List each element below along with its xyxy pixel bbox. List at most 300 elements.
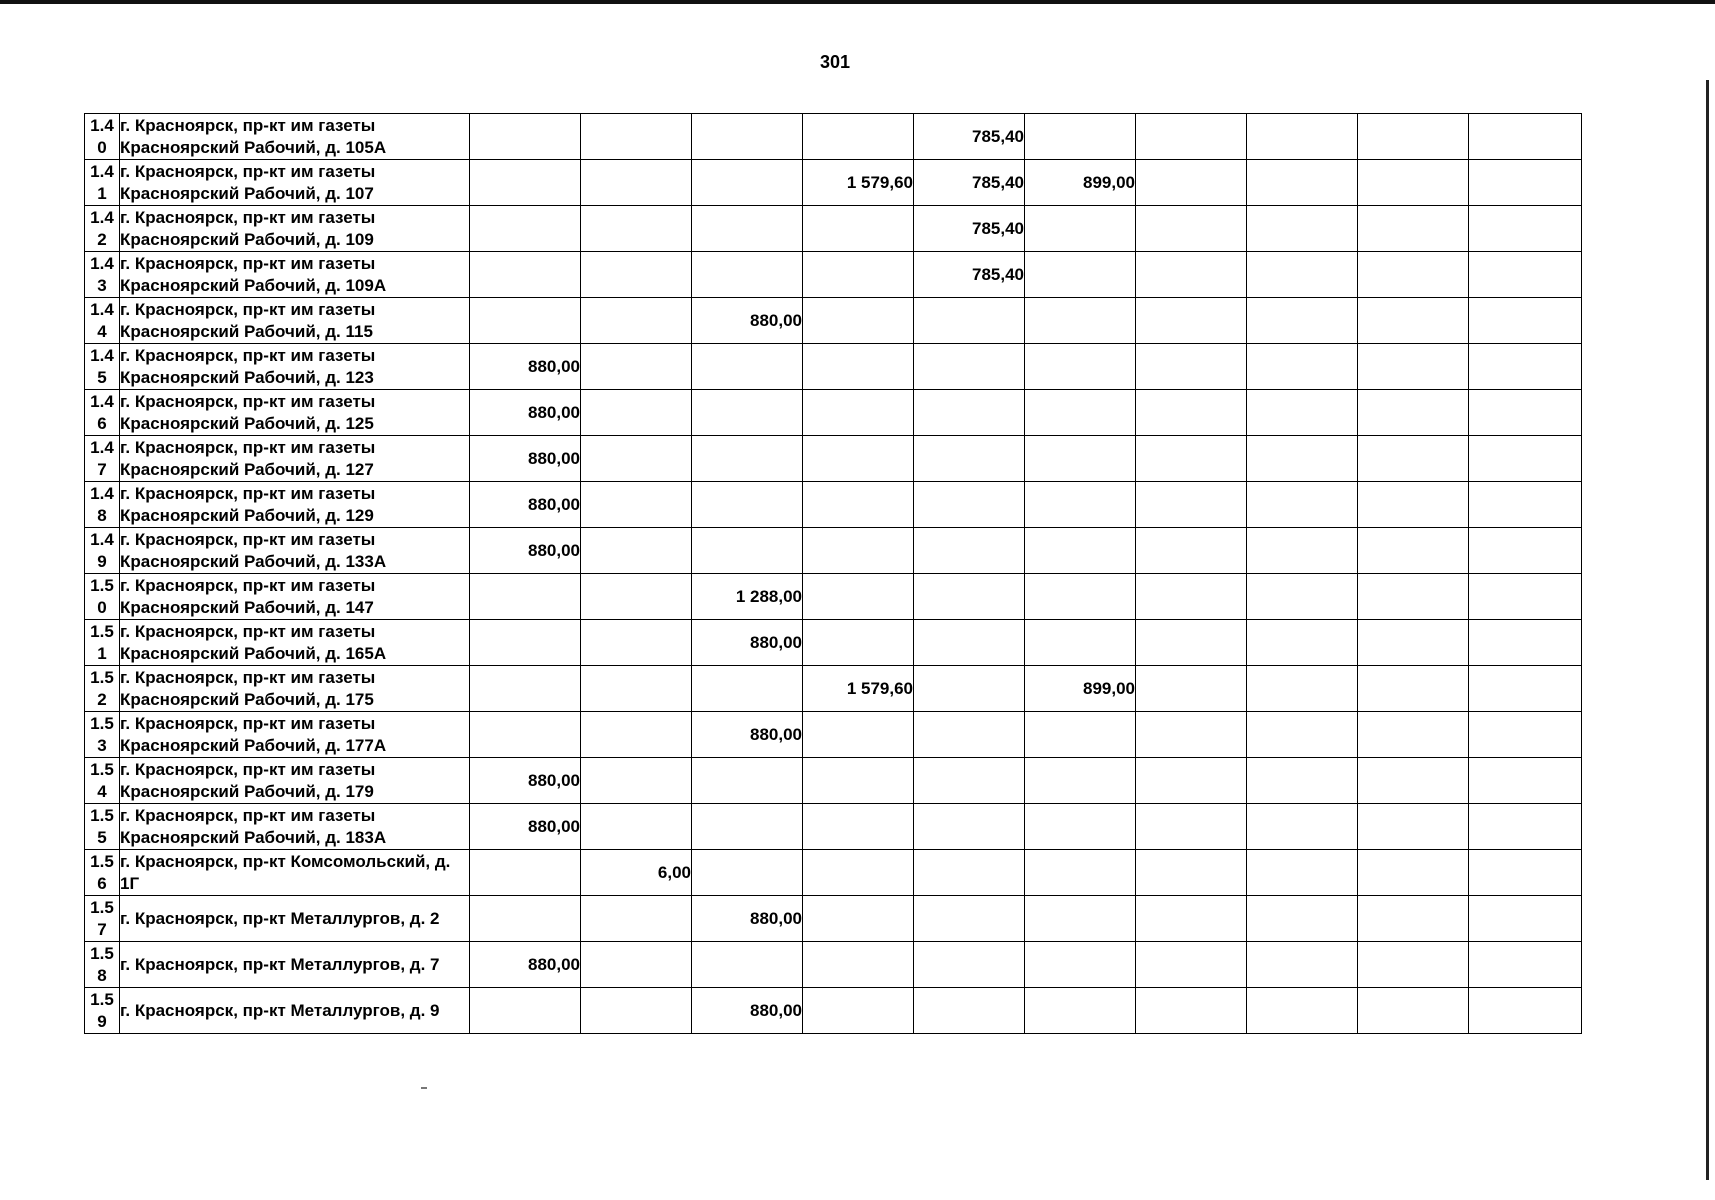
table-row xyxy=(85,390,1582,436)
value-cell xyxy=(914,620,1025,666)
value-cell: 785,40 xyxy=(914,252,1025,298)
value-cell xyxy=(581,666,692,712)
value-cell xyxy=(581,160,692,206)
value-cell xyxy=(692,390,803,436)
value-cell: 1 579,60 xyxy=(803,666,914,712)
value-cell xyxy=(1025,574,1136,620)
address-line: г. Красноярск, пр-кт им газеты xyxy=(120,299,376,319)
value-cell xyxy=(1025,528,1136,574)
row-number-part: 1.5 xyxy=(90,759,114,779)
value-cell xyxy=(1469,620,1582,666)
table-row xyxy=(85,344,1582,390)
value-cell xyxy=(1247,804,1358,850)
row-number-part: 3 xyxy=(97,275,107,295)
row-number-part: 1.4 xyxy=(90,253,114,273)
address-line: г. Красноярск, пр-кт им газеты xyxy=(120,713,376,733)
address-cell xyxy=(120,114,470,160)
value-cell xyxy=(803,988,914,1034)
value-cell xyxy=(1469,298,1582,344)
address-line: г. Красноярск, пр-кт им газеты xyxy=(120,437,376,457)
value-cell xyxy=(1358,942,1469,988)
value-cell xyxy=(581,942,692,988)
row-number-part: 8 xyxy=(97,965,107,985)
value-cell xyxy=(1358,482,1469,528)
address-line: г. Красноярск, пр-кт им газеты xyxy=(120,161,376,181)
value-cell xyxy=(1025,804,1136,850)
value-cell xyxy=(470,850,581,896)
table-row xyxy=(85,160,1582,206)
table-body xyxy=(85,114,1582,1034)
table-row xyxy=(85,482,1582,528)
value-cell xyxy=(1136,298,1247,344)
address-line: Красноярский Рабочий, д. 115 xyxy=(120,321,373,341)
row-number-cell xyxy=(85,574,120,620)
value-cell xyxy=(1136,850,1247,896)
address-line: г. Красноярск, пр-кт им газеты xyxy=(120,575,376,595)
value-cell xyxy=(692,666,803,712)
address-cell xyxy=(120,298,470,344)
value-cell xyxy=(581,390,692,436)
table-row xyxy=(85,252,1582,298)
row-number-cell xyxy=(85,620,120,666)
value-cell: 880,00 xyxy=(692,896,803,942)
value-cell xyxy=(1469,344,1582,390)
value-cell xyxy=(803,850,914,896)
address-cell xyxy=(120,620,470,666)
value-cell xyxy=(1469,850,1582,896)
value-cell xyxy=(1247,850,1358,896)
row-number-part: 1.5 xyxy=(90,713,114,733)
row-number-part: 1.4 xyxy=(90,437,114,457)
value-cell xyxy=(1358,850,1469,896)
value-cell xyxy=(914,666,1025,712)
value-cell xyxy=(1358,344,1469,390)
value-cell xyxy=(470,160,581,206)
value-cell xyxy=(914,344,1025,390)
value-cell xyxy=(1025,620,1136,666)
value-cell xyxy=(803,620,914,666)
row-number-part: 1.4 xyxy=(90,299,114,319)
value-cell xyxy=(803,896,914,942)
value-cell: 880,00 xyxy=(470,804,581,850)
value-cell xyxy=(1469,114,1582,160)
address-line: г. Красноярск, пр-кт Металлургов, д. 9 xyxy=(120,1000,440,1020)
value-cell xyxy=(1469,482,1582,528)
value-cell xyxy=(914,988,1025,1034)
row-number-cell xyxy=(85,482,120,528)
value-cell xyxy=(1469,390,1582,436)
value-cell xyxy=(914,850,1025,896)
address-cell xyxy=(120,712,470,758)
row-number-part: 1.5 xyxy=(90,575,114,595)
row-number-cell xyxy=(85,712,120,758)
value-cell xyxy=(914,942,1025,988)
row-number-part: 1.5 xyxy=(90,897,114,917)
row-number-cell xyxy=(85,344,120,390)
value-cell: 899,00 xyxy=(1025,666,1136,712)
row-number-part: 1.5 xyxy=(90,989,114,1009)
row-number-part: 0 xyxy=(97,597,107,617)
value-cell xyxy=(581,436,692,482)
address-cell xyxy=(120,850,470,896)
value-cell xyxy=(1247,390,1358,436)
address-line: Красноярский Рабочий, д. 109А xyxy=(120,275,387,295)
row-number-part: 1.4 xyxy=(90,207,114,227)
value-cell xyxy=(1469,528,1582,574)
row-number-part: 0 xyxy=(97,137,107,157)
value-cell: 880,00 xyxy=(470,390,581,436)
value-cell xyxy=(581,574,692,620)
value-cell xyxy=(470,252,581,298)
value-cell: 880,00 xyxy=(470,436,581,482)
value-cell xyxy=(470,114,581,160)
row-number-part: 5 xyxy=(97,367,107,387)
value-cell xyxy=(1358,620,1469,666)
value-cell xyxy=(803,758,914,804)
table-row xyxy=(85,436,1582,482)
value-cell xyxy=(914,574,1025,620)
value-cell xyxy=(1247,896,1358,942)
value-cell xyxy=(1358,988,1469,1034)
value-cell xyxy=(1025,942,1136,988)
row-number-cell xyxy=(85,988,120,1034)
value-cell xyxy=(1025,896,1136,942)
address-line: г. Красноярск, пр-кт им газеты xyxy=(120,253,376,273)
address-cell xyxy=(120,804,470,850)
value-cell xyxy=(1136,574,1247,620)
value-cell xyxy=(1247,574,1358,620)
table-row xyxy=(85,804,1582,850)
address-line: Красноярский Рабочий, д. 125 xyxy=(120,413,374,433)
row-number-cell xyxy=(85,298,120,344)
address-line: Красноярский Рабочий, д. 127 xyxy=(120,459,374,479)
value-cell xyxy=(1469,804,1582,850)
address-cell xyxy=(120,666,470,712)
value-cell xyxy=(1136,942,1247,988)
table-row xyxy=(85,850,1582,896)
value-cell xyxy=(1469,758,1582,804)
value-cell xyxy=(581,712,692,758)
row-number-part: 1.5 xyxy=(90,621,114,641)
address-line: г. Красноярск, пр-кт им газеты xyxy=(120,667,376,687)
value-cell xyxy=(470,298,581,344)
row-number-cell xyxy=(85,528,120,574)
address-line: Красноярский Рабочий, д. 183А xyxy=(120,827,387,847)
value-cell xyxy=(581,804,692,850)
value-cell xyxy=(1136,804,1247,850)
value-cell xyxy=(803,114,914,160)
value-cell xyxy=(1025,436,1136,482)
value-cell xyxy=(692,206,803,252)
value-cell xyxy=(581,482,692,528)
value-cell xyxy=(1136,206,1247,252)
table-row xyxy=(85,114,1582,160)
value-cell xyxy=(1025,758,1136,804)
top-border-line xyxy=(0,0,1715,4)
value-cell xyxy=(581,206,692,252)
value-cell xyxy=(1136,988,1247,1034)
value-cell xyxy=(1469,436,1582,482)
row-number-cell xyxy=(85,666,120,712)
right-edge-mark xyxy=(1706,80,1709,1180)
value-cell xyxy=(914,712,1025,758)
row-number-cell xyxy=(85,804,120,850)
value-cell xyxy=(1469,574,1582,620)
row-number-part: 1 xyxy=(97,183,107,203)
value-cell xyxy=(470,896,581,942)
value-cell xyxy=(581,298,692,344)
row-number-part: 1.5 xyxy=(90,943,114,963)
value-cell: 785,40 xyxy=(914,160,1025,206)
address-cell xyxy=(120,942,470,988)
value-cell: 1 288,00 xyxy=(692,574,803,620)
value-cell xyxy=(581,252,692,298)
value-cell xyxy=(692,942,803,988)
value-cell xyxy=(1247,666,1358,712)
value-cell xyxy=(1136,160,1247,206)
value-cell xyxy=(914,804,1025,850)
value-cell xyxy=(1358,298,1469,344)
row-number-part: 1.4 xyxy=(90,529,114,549)
row-number-part: 1.4 xyxy=(90,391,114,411)
address-line: Красноярский Рабочий, д. 177А xyxy=(120,735,387,755)
address-line: г. Красноярск, пр-кт им газеты xyxy=(120,483,376,503)
value-cell xyxy=(470,712,581,758)
value-cell xyxy=(1025,482,1136,528)
value-cell: 880,00 xyxy=(692,988,803,1034)
value-cell xyxy=(1136,482,1247,528)
value-cell xyxy=(1358,390,1469,436)
value-cell xyxy=(1247,758,1358,804)
value-cell xyxy=(581,344,692,390)
address-cell xyxy=(120,482,470,528)
address-line: Красноярский Рабочий, д. 147 xyxy=(120,597,374,617)
value-cell xyxy=(1358,436,1469,482)
value-cell xyxy=(470,206,581,252)
address-line: Красноярский Рабочий, д. 175 xyxy=(120,689,374,709)
value-cell xyxy=(914,298,1025,344)
value-cell xyxy=(914,390,1025,436)
value-cell xyxy=(803,528,914,574)
value-cell xyxy=(1469,160,1582,206)
row-number-cell xyxy=(85,942,120,988)
address-cell xyxy=(120,436,470,482)
address-cell xyxy=(120,160,470,206)
value-cell xyxy=(1136,712,1247,758)
value-cell xyxy=(1247,298,1358,344)
value-cell xyxy=(1469,252,1582,298)
value-cell: 785,40 xyxy=(914,206,1025,252)
row-number-part: 2 xyxy=(97,229,107,249)
value-cell xyxy=(1358,712,1469,758)
row-number-cell xyxy=(85,850,120,896)
row-number-cell xyxy=(85,436,120,482)
row-number-part: 1.4 xyxy=(90,345,114,365)
value-cell xyxy=(470,620,581,666)
value-cell xyxy=(803,436,914,482)
value-cell xyxy=(1247,344,1358,390)
value-cell xyxy=(1136,758,1247,804)
row-number-part: 1.5 xyxy=(90,667,114,687)
table-row xyxy=(85,206,1582,252)
value-cell xyxy=(1358,804,1469,850)
address-line: Красноярский Рабочий, д. 179 xyxy=(120,781,374,801)
value-cell xyxy=(914,758,1025,804)
row-number-cell xyxy=(85,758,120,804)
value-cell xyxy=(1136,344,1247,390)
value-cell xyxy=(1247,712,1358,758)
address-line: Красноярский Рабочий, д. 105А xyxy=(120,137,387,157)
value-cell: 880,00 xyxy=(470,528,581,574)
value-cell xyxy=(692,528,803,574)
value-cell xyxy=(581,758,692,804)
value-cell: 880,00 xyxy=(470,942,581,988)
address-line: г. Красноярск, пр-кт им газеты xyxy=(120,207,376,227)
value-cell xyxy=(803,574,914,620)
value-cell: 6,00 xyxy=(581,850,692,896)
value-cell xyxy=(1136,114,1247,160)
value-cell xyxy=(1358,666,1469,712)
value-cell xyxy=(1469,988,1582,1034)
value-cell xyxy=(692,160,803,206)
value-cell xyxy=(1469,712,1582,758)
value-cell xyxy=(1025,298,1136,344)
scan-speck xyxy=(421,1087,427,1089)
value-cell xyxy=(1247,482,1358,528)
row-number-part: 4 xyxy=(97,321,107,341)
value-cell xyxy=(1025,344,1136,390)
row-number-part: 9 xyxy=(97,551,107,571)
row-number-part: 1 xyxy=(97,643,107,663)
table-row xyxy=(85,298,1582,344)
value-cell xyxy=(1247,252,1358,298)
address-line: 1Г xyxy=(120,873,140,893)
address-line: Красноярский Рабочий, д. 133А xyxy=(120,551,387,571)
address-line: Красноярский Рабочий, д. 129 xyxy=(120,505,374,525)
value-cell xyxy=(1358,528,1469,574)
value-cell xyxy=(692,252,803,298)
value-cell xyxy=(1136,528,1247,574)
address-line: г. Красноярск, пр-кт им газеты xyxy=(120,759,376,779)
address-line: г. Красноярск, пр-кт им газеты xyxy=(120,115,376,135)
value-cell xyxy=(1247,114,1358,160)
address-line: г. Красноярск, пр-кт им газеты xyxy=(120,391,376,411)
value-cell xyxy=(1247,942,1358,988)
value-cell xyxy=(914,896,1025,942)
row-number-part: 1.5 xyxy=(90,851,114,871)
value-cell xyxy=(803,390,914,436)
row-number-part: 2 xyxy=(97,689,107,709)
value-cell: 880,00 xyxy=(470,482,581,528)
row-number-part: 1.4 xyxy=(90,483,114,503)
value-cell xyxy=(692,758,803,804)
address-line: г. Красноярск, пр-кт Комсомольский, д. xyxy=(120,851,451,871)
row-number-part: 1.4 xyxy=(90,115,114,135)
address-cell xyxy=(120,988,470,1034)
address-cell xyxy=(120,252,470,298)
row-number-part: 6 xyxy=(97,413,107,433)
row-number-part: 7 xyxy=(97,459,107,479)
value-cell xyxy=(1025,712,1136,758)
table-row xyxy=(85,620,1582,666)
value-cell xyxy=(692,482,803,528)
value-cell xyxy=(1136,666,1247,712)
address-line: г. Красноярск, пр-кт Металлургов, д. 2 xyxy=(120,908,440,928)
value-cell xyxy=(1025,252,1136,298)
value-cell: 880,00 xyxy=(470,758,581,804)
address-cell xyxy=(120,344,470,390)
value-cell xyxy=(1136,620,1247,666)
row-number-cell xyxy=(85,114,120,160)
address-line: Красноярский Рабочий, д. 109 xyxy=(120,229,374,249)
value-cell xyxy=(1136,896,1247,942)
value-cell xyxy=(692,114,803,160)
value-cell: 880,00 xyxy=(692,712,803,758)
table-row xyxy=(85,528,1582,574)
address-line: г. Красноярск, пр-кт им газеты xyxy=(120,345,376,365)
value-cell xyxy=(1247,620,1358,666)
address-line: г. Красноярск, пр-кт Металлургов, д. 7 xyxy=(120,954,440,974)
address-cell xyxy=(120,896,470,942)
address-line: Красноярский Рабочий, д. 107 xyxy=(120,183,374,203)
value-cell xyxy=(1469,666,1582,712)
row-number-cell xyxy=(85,206,120,252)
table-row xyxy=(85,574,1582,620)
address-line: г. Красноярск, пр-кт им газеты xyxy=(120,529,376,549)
value-cell: 880,00 xyxy=(692,620,803,666)
value-cell xyxy=(692,436,803,482)
value-cell xyxy=(581,114,692,160)
row-number-part: 5 xyxy=(97,827,107,847)
value-cell xyxy=(581,620,692,666)
address-line: Красноярский Рабочий, д. 123 xyxy=(120,367,374,387)
address-cell xyxy=(120,390,470,436)
value-cell xyxy=(1358,896,1469,942)
value-cell xyxy=(1247,988,1358,1034)
value-cell xyxy=(914,528,1025,574)
row-number-cell xyxy=(85,160,120,206)
value-cell xyxy=(1358,206,1469,252)
value-cell xyxy=(581,988,692,1034)
value-cell xyxy=(1247,528,1358,574)
data-table xyxy=(84,113,1582,1034)
address-cell xyxy=(120,206,470,252)
value-cell xyxy=(581,528,692,574)
value-cell xyxy=(1247,206,1358,252)
value-cell xyxy=(1025,850,1136,896)
table-row xyxy=(85,712,1582,758)
value-cell xyxy=(470,988,581,1034)
value-cell xyxy=(1025,206,1136,252)
value-cell xyxy=(803,712,914,758)
table-row xyxy=(85,988,1582,1034)
row-number-part: 3 xyxy=(97,735,107,755)
value-cell xyxy=(1358,114,1469,160)
value-cell xyxy=(1358,758,1469,804)
value-cell xyxy=(1469,942,1582,988)
row-number-cell xyxy=(85,252,120,298)
value-cell xyxy=(803,942,914,988)
value-cell xyxy=(581,896,692,942)
address-line: г. Красноярск, пр-кт им газеты xyxy=(120,805,376,825)
address-line: г. Красноярск, пр-кт им газеты xyxy=(120,621,376,641)
value-cell xyxy=(692,804,803,850)
row-number-cell xyxy=(85,390,120,436)
table-row xyxy=(85,666,1582,712)
row-number-part: 1.4 xyxy=(90,161,114,181)
page-number: 301 xyxy=(819,52,851,72)
row-number-part: 9 xyxy=(97,1011,107,1031)
